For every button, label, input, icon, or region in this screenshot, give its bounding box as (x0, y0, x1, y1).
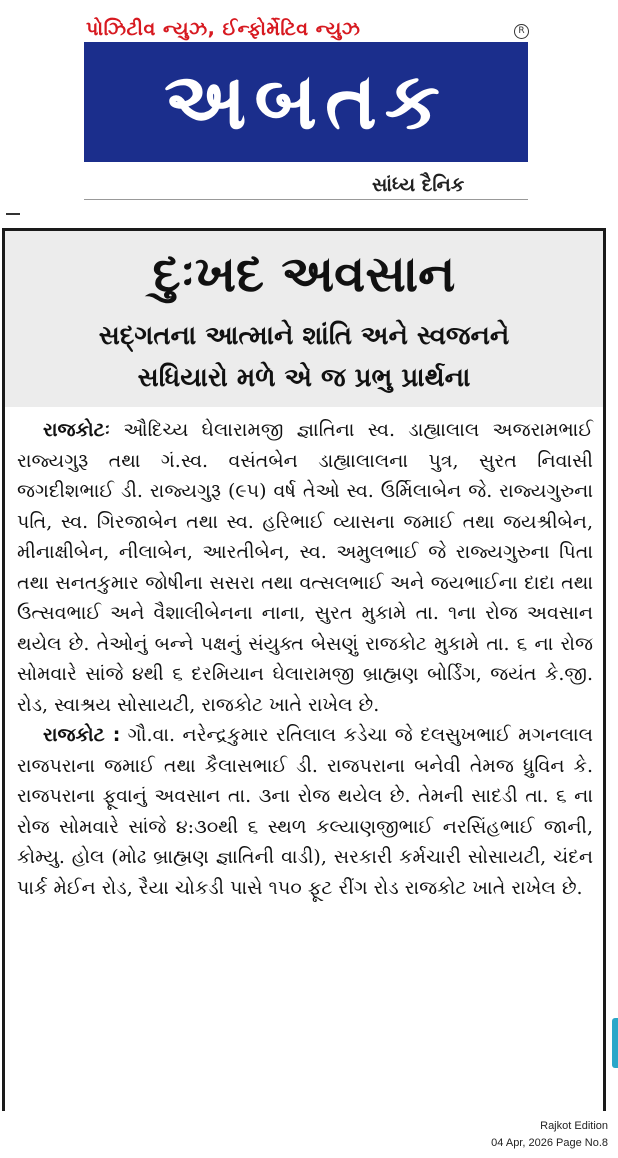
headline-box (5, 231, 603, 407)
obituary-paragraph-2 (17, 720, 593, 903)
masthead-divider (84, 199, 528, 200)
article-subhead (5, 315, 603, 399)
paragraph-text: ગૌ.વા. નરેન્દ્રકુમાર રતિલાલ કડેચા જે દલસુખભાઈ મગનલાલ રાજપરાના જમાઈ તથા કૈલાસભાઈ ડી. રાજપરાના બનેવી તેમજ ધ્રુવિન કે. રાજપરાના ફૂવાનું અવસાન તા. ૩ના રોજ થયેલ છે. તેમની સાદડી તા. ૬ ના રોજ સોમવારે સાંજે ૪:૩૦થી ૬ સ્થળ કલ્યાણજીભાઈ નરસિંહભાઈ જાની, કોમ્યુ. હોલ (મોઢ બ્રાહ્મણ જ્ઞાતિની વાડી), સરકારી કર્મચારી સોસાયટી, ચંદન પાર્ક મેઈન રોડ, રૈયા ચોકડી પાસે ૧૫૦ ફૂટ રીંગ રોડ રાજકોટ ખાતે રાખેલ છે. (17, 724, 593, 899)
article-headline: દુઃખદ અવસાન (152, 245, 456, 303)
obituary-paragraph-1 (17, 415, 593, 720)
article-body (17, 415, 593, 903)
masthead-subtag: સાંધ્ય દૈનિક (372, 174, 465, 196)
subhead-line-1: સદ્ગતના આત્માને શાંતિ અને સ્વજનને (98, 321, 510, 351)
paragraph-dateline: રાજકોટ : (43, 724, 121, 746)
masthead-tagline: પોઝિટીવ ન્યુઝ, ઈન્ફોર્મેટિવ ન્યુઝ (86, 18, 361, 40)
edition-name: Rajkot Edition (540, 1120, 608, 1132)
obituary-article (2, 228, 606, 1111)
registered-mark-icon: R (514, 24, 529, 39)
subhead-line-2: સધિયારો મળે એ જ પ્રભુ પ્રાર્થના (137, 363, 471, 393)
crop-marker (6, 213, 20, 215)
paragraph-dateline: રાજકોટઃ (43, 419, 111, 441)
edition-info (491, 1118, 608, 1152)
edition-date-page: 04 Apr, 2026 Page No.8 (491, 1137, 608, 1149)
paragraph-text: ઔદિચ્ય ઘેલારામજી જ્ઞાતિના સ્વ. ડાહ્યાલાલ અજરામભાઈ રાજ્યગુરૂ તથા ગં.સ્વ. વસંતબેન ડાહ્યાલાલના પુત્ર, સુરત નિવાસી જગદીશભાઈ ડી. રાજ્યગુરૂ (૯૫) વર્ષ તેઓ સ્વ. ઉર્મિલાબેન જે. રાજ્યગુરુના પતિ, સ્વ. ગિરજાબેન તથા સ્વ. હરિભાઈ વ્યાસના જમાઈ તથા જયશ્રીબેન, મીનાક્ષીબેન, નીલાબેન, આરતીબેન, સ્વ. અમુલભાઈ જે રાજ્યગુરુના પિતા તથા સનતકુમાર જોષીના સસરા તથા વત્સલભાઈ અને જયભાઈના દાદા તથા ઉત્સવભાઈ અને વૈશાલીબેનના નાના, સુરત મુકામે તા. ૧ના રોજ અવસાન થયેલ છે. તેઓનું બન્ને પક્ષનું સંયુક્ત બેસણું રાજકોટ મુકામે તા. ૬ ના રોજ સોમવારે સાંજે ૪થી ૬ દરમિયાન ઘેલારામજી બ્રાહ્મણ બોર્ડિંગ, જયંત કે.જી. રોડ, સ્વાશ્રય સોસાયટી, રાજકોટ ખાતે રાખેલ છે. (17, 419, 593, 716)
newspaper-logo: અબતક (84, 42, 528, 162)
page-edge-marker (612, 1018, 618, 1068)
masthead (0, 0, 618, 215)
